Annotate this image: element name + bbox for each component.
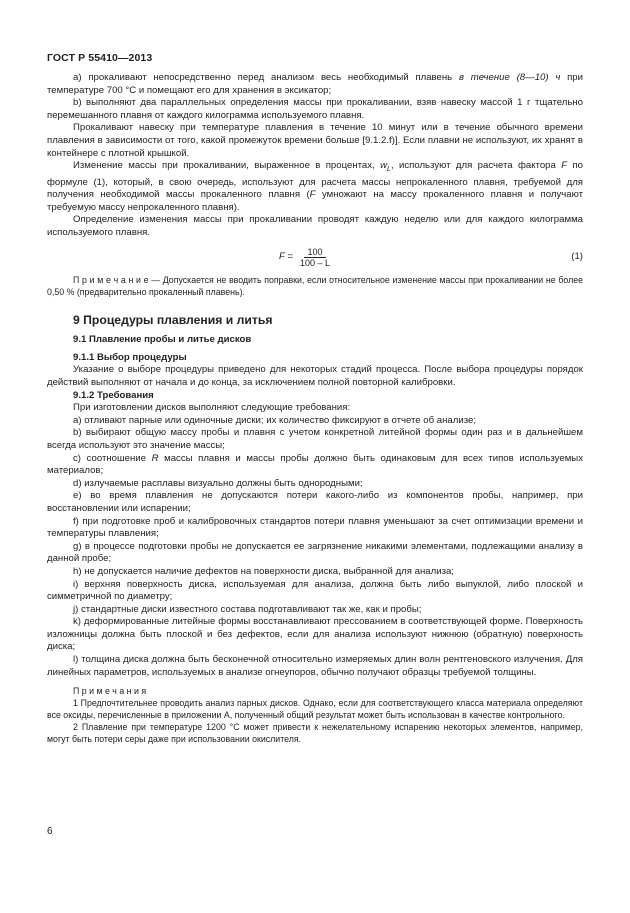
paragraph-procedure: Указание о выборе процедуры приведено для некоторых стадий процесса. После выбора процедуры порядок действий выполняют от начала и до конца, за исключением полной повторной калибровки.: [47, 364, 583, 388]
paragraph-weekly: Определение изменения массы при прокаливании проводят каждую неделю или для каждого килограмма используемого плавня.: [47, 214, 583, 239]
list-item: i) верхняя поверхность диска, используемая для анализа, должна быть либо выпуклой, либо плоской и симметричной по диаметру;: [47, 578, 583, 603]
paragraph-mass-change: Изменение массы при прокаливании, выраженное в процентах, $w_L$, используют для расчета фактора F по формуле (1), который, в свою очередь, используют для расчета массы непрокаленного плавня, требуемой для получения необходимой массы прокаленного плавня (F умножают на массу прокаленного плавня и получают требуемую массу непрокаленного плавня).: [47, 160, 583, 213]
list-item: j) стандартные диски известного состава подготавливают так же, как и пробы;: [73, 603, 422, 615]
paragraph-requirements-intro: При изготовлении дисков выполняют следующие требования:: [73, 402, 351, 414]
standard-header: ГОСТ Р 55410—2013: [47, 52, 153, 64]
list-item: l) толщина диска должна быть бесконечной относительно измеряемых длин волн рентгеновского излучения. Для линейных параметров, используемых в анализе огнеупоров, обычно получают образцы требуемой толщины.: [47, 654, 583, 678]
list-item: b) выбирают общую массу пробы и плавня с учетом конкретной литейной формы один раз и в дальнейшем всегда используют это значение массы;: [47, 427, 583, 451]
note-1: 1 Предпочтительнее проводить анализ парных дисков. Однако, если для соответствующего класса материала определяют все оксиды, перечисленные в приложении А, полученный общий результат может быть использован в качестве контрольного.: [47, 698, 583, 721]
list-item: f) при подготовке проб и калибровочных стандартов потери плавня уменьшают за счет оптимизации времени и температуры плавления;: [47, 515, 583, 540]
formula-lhs: F =: [279, 250, 293, 262]
section-9-1-heading: 9.1 Плавление пробы и литье дисков: [73, 334, 252, 346]
list-item: d) излучаемые расплавы визуально должны быть однородными;: [73, 477, 363, 489]
formula-numerator: 100: [304, 247, 325, 258]
formula-number: (1): [571, 250, 583, 262]
section-9-1-2-heading: 9.1.2 Требования: [73, 389, 154, 401]
list-item: c) соотношение R массы плавня и массы пробы должно быть одинаковым для всех типов используемых материалов;: [47, 452, 583, 477]
page-number: 6: [47, 826, 53, 837]
document-body: [47, 72, 583, 745]
section-9-1-1-heading: 9.1.1 Выбор процедуры: [73, 351, 187, 363]
list-item: a) отливают парные или одиночные диски; их количество фиксируют в отчете об анализе;: [73, 414, 477, 426]
formula-denominator: 100 – L: [299, 257, 330, 268]
paragraph-ignition: Прокаливают навеску при температуре плавления в течение 10 минут или в течение обычного времени плавления в зависимости от того, какой промежуток времени больше [9.1.2.f)]. Если плавни не используют, их хранят в контейнере с плотной крышкой.: [47, 122, 583, 159]
paragraph-a: a) прокаливают непосредственно перед анализом весь необходимый плавень в течение (8—10) ч при температуре 700 °С и помещают его для хранения в эксикатор;: [47, 72, 584, 96]
notes-heading: П р и м е ч а н и я: [73, 686, 147, 697]
note-2: 2 Плавление при температуре 1200 °С может привести к нежелательному испарению некоторых элементов, например, могут быть потери серы даже при использовании окислителя.: [47, 722, 583, 745]
list-item: e) во время плавления не допускаются потери какого-либо из компонентов пробы, например, при восстановлении или испарении;: [47, 490, 583, 514]
list-item: g) в процессе подготовки пробы не допускается ее загрязнение никакими элементами, подлежащими анализу в данной пробе;: [47, 540, 583, 565]
formula-1: [47, 245, 583, 271]
paragraph-b: b) выполняют два параллельных определения массы при прокаливании, взяв навеску массой 1 г тщательно перемешанного плавня от каждого килограмма используемого плавня.: [47, 97, 583, 121]
note-top: П р и м е ч а н и е — Допускается не вводить поправки, если относительное изменение массы при прокаливании не более 0,50 % (предварительно прокаленный плавень).: [47, 274, 583, 297]
list-item: k) деформированные литейные формы восстанавливают прессованием в соответствующей форме. Поверхность изложницы должна быть плоской и без дефектов, если для анализа используют нижнюю (обратную) поверхность диска;: [47, 616, 583, 653]
list-item: h) не допускается наличие дефектов на поверхности диска, выбранной для анализа;: [73, 565, 454, 577]
formula-fraction: [297, 247, 333, 268]
section-9-heading: 9 Процедуры плавления и литья: [73, 312, 273, 327]
formula-expression: [279, 247, 333, 268]
